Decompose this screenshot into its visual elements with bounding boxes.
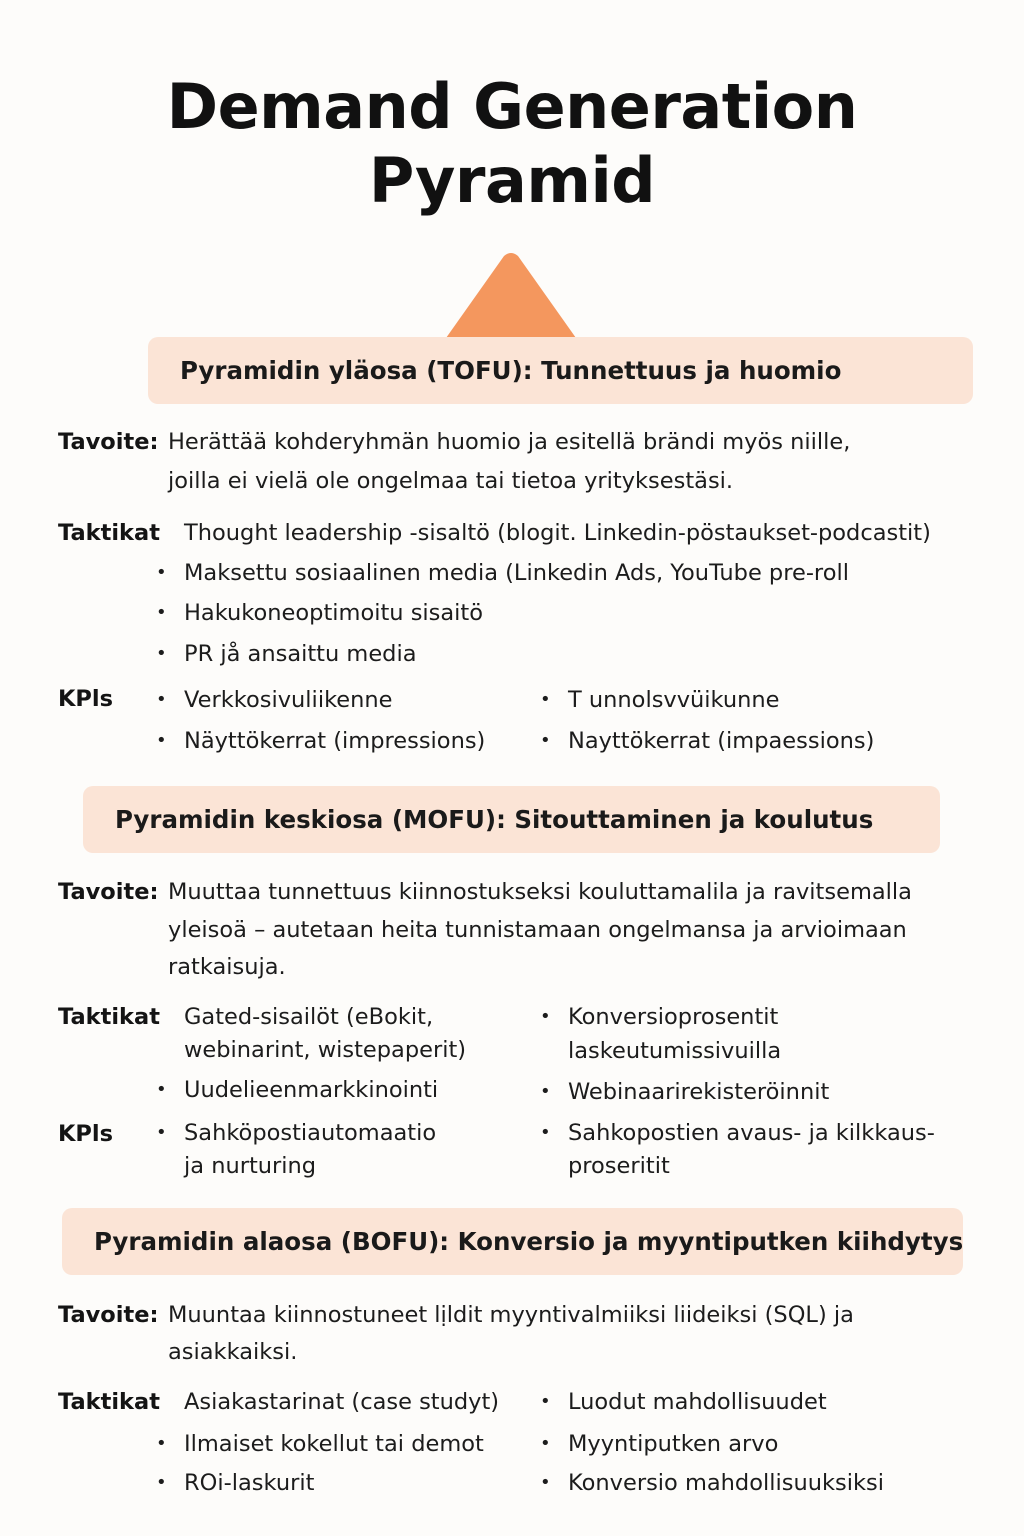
bullet-icon: • bbox=[540, 1433, 551, 1454]
pyramid-apex-icon bbox=[446, 252, 576, 338]
mofu-goal-line: yleisoä – autetaan heita tunnistamaan ongelmansa ja arvioimaan bbox=[168, 917, 907, 943]
bullet-icon: • bbox=[540, 1472, 551, 1493]
mofu-goal-label: Tavoite: bbox=[58, 879, 159, 905]
bullet-icon: • bbox=[540, 1391, 551, 1412]
mofu-heading: Pyramidin keskiosa (MOFU): Sitouttaminen ja koulutus bbox=[115, 805, 874, 834]
bofu-left-item: Ilmaiset kokellut tai demot bbox=[184, 1431, 484, 1457]
bofu-right-item: Myyntiputken arvo bbox=[568, 1431, 779, 1457]
bullet-icon: • bbox=[540, 1006, 551, 1027]
bofu-heading: Pyramidin alaosa (BOFU): Konversio ja myyntiputken kiihdytys bbox=[94, 1227, 964, 1256]
bullet-icon: • bbox=[156, 602, 167, 623]
tofu-tactic-item: Hakukoneoptimoitu sisaitö bbox=[184, 600, 484, 626]
bofu-right-item: Luodut mahdollisuudet bbox=[568, 1389, 827, 1415]
bullet-icon: • bbox=[156, 643, 167, 664]
bofu-left-item: ROi-laskurit bbox=[184, 1470, 315, 1496]
mofu-right-item: proseritit bbox=[568, 1153, 670, 1179]
title-line-2: Pyramid bbox=[368, 144, 656, 217]
bullet-icon: • bbox=[540, 1081, 551, 1102]
mofu-tactics-label: Taktikat bbox=[58, 1004, 160, 1030]
page-title bbox=[0, 70, 1024, 218]
bullet-icon: • bbox=[156, 1079, 167, 1100]
tofu-kpis-label: KPls bbox=[58, 686, 114, 712]
mofu-right-item: Sahkopostien avaus- ja kilkkaus- bbox=[568, 1120, 935, 1146]
tofu-tactic-item: Maksettu sosiaalinen media (Linkedin Ads, YouTube pre-roll bbox=[184, 560, 849, 586]
mofu-left-item: webinarint, wistepaperit) bbox=[184, 1037, 467, 1063]
tofu-kpi-item: Verkkosivuliikenne bbox=[184, 687, 393, 713]
bullet-icon: • bbox=[156, 1433, 167, 1454]
tofu-tactic-item: Thought leadership -sisaltö (blogit. Linkedin-pöstaukset-podcastit) bbox=[184, 520, 931, 546]
bofu-left-item: Asiakastarinat (case studyt) bbox=[184, 1389, 500, 1415]
mofu-left-item: ja nurturing bbox=[184, 1153, 317, 1179]
mofu-goal-line: Muuttaa tunnettuus kiinnostukseksi kouluttamalila ja ravitsemalla bbox=[168, 879, 912, 905]
bofu-goal-line: Muuntaa kiinnostuneet lịldit myyntivalmiiksi liideiksi (SQL) ja bbox=[168, 1302, 854, 1328]
mofu-right-item: laskeutumissivuilla bbox=[568, 1038, 782, 1064]
tofu-tactic-item: PR jå ansaittu media bbox=[184, 641, 417, 667]
bofu-tactics-label: Taktikat bbox=[58, 1389, 160, 1415]
title-line-1: Demand Generation bbox=[166, 70, 858, 143]
mofu-left-item: Sahköpostiautomaatio bbox=[184, 1120, 437, 1146]
mofu-right-item: Webinaarirekisteröinnit bbox=[568, 1079, 830, 1105]
bofu-goal-label: Tavoite: bbox=[58, 1302, 159, 1328]
bullet-icon: • bbox=[156, 1122, 167, 1143]
tofu-goal-line: Herättää kohderyhmän huomio ja esitellä brändi myös niille, bbox=[168, 429, 851, 455]
mofu-left-item: Gated-sisailöt (eBokit, bbox=[184, 1004, 434, 1030]
mofu-heading-band bbox=[83, 786, 940, 853]
bullet-icon: • bbox=[156, 562, 167, 583]
tofu-goal-label: Tavoite: bbox=[58, 429, 159, 455]
tofu-kpi-item: Näyttökerrat (impressions) bbox=[184, 728, 486, 754]
bullet-icon: • bbox=[540, 1122, 551, 1143]
bullet-icon: • bbox=[540, 730, 551, 751]
tofu-tactics-label: Taktikat bbox=[58, 520, 160, 546]
tofu-kpi-item: T unnolsvvüikunne bbox=[568, 687, 780, 713]
mofu-right-item: Konversioprosentit bbox=[568, 1004, 779, 1030]
tofu-kpi-item: Nayttökerrat (impaessions) bbox=[568, 728, 875, 754]
tofu-heading-band bbox=[148, 337, 973, 404]
mofu-kpis-label: KPls bbox=[58, 1121, 114, 1147]
tofu-heading: Pyramidin yläosa (TOFU): Tunnettuus ja huomio bbox=[180, 356, 842, 385]
bullet-icon: • bbox=[156, 689, 167, 710]
bullet-icon: • bbox=[156, 730, 167, 751]
mofu-left-item: Uudelieenmarkkinointi bbox=[184, 1077, 439, 1103]
mofu-goal-line: ratkaisuja. bbox=[168, 954, 286, 980]
bullet-icon: • bbox=[540, 689, 551, 710]
bofu-heading-band bbox=[62, 1208, 963, 1275]
bofu-goal-line: asiakkaiksi. bbox=[168, 1339, 298, 1365]
bofu-right-item: Konversio mahdollisuuksiksi bbox=[568, 1470, 884, 1496]
bullet-icon: • bbox=[156, 1472, 167, 1493]
tofu-goal-line: joilla ei vielä ole ongelmaa tai tietoa yrityksestäsi. bbox=[168, 468, 734, 494]
